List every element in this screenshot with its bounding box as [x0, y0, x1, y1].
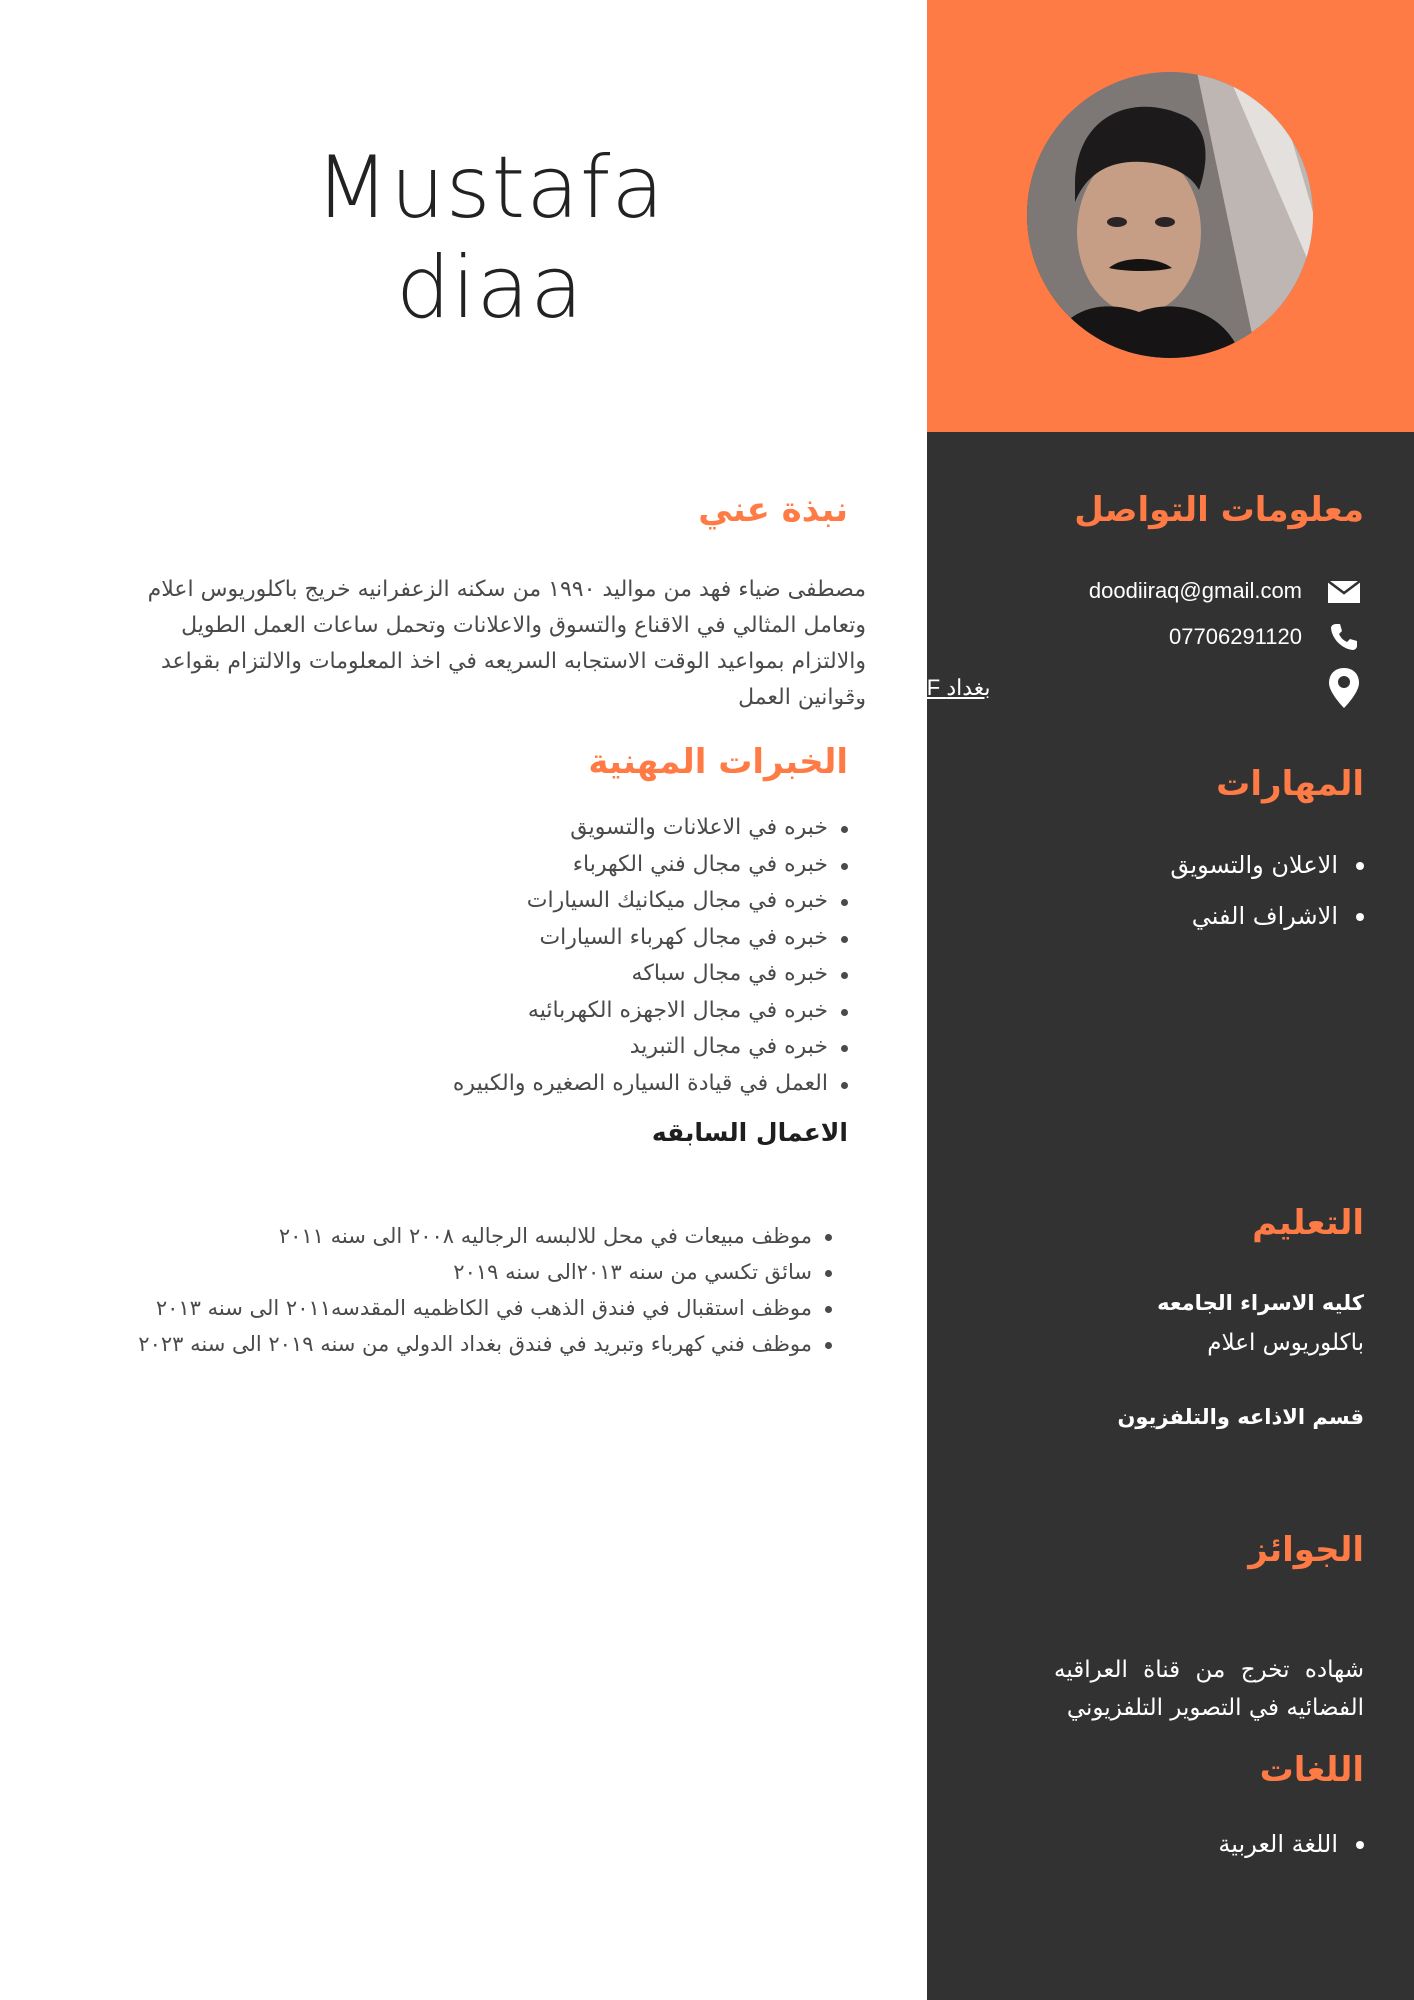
- education-college: كليه الاسراء الجامعه: [1157, 1291, 1364, 1315]
- candidate-name: Mustafa diaa: [315, 138, 665, 338]
- profile-photo: [1027, 72, 1313, 358]
- list-item: سائق تكسي من سنه ٢٠١٣الى سنه ٢٠١٩: [52, 1254, 832, 1290]
- education-department: قسم الاذاعه والتلفزيون: [1117, 1405, 1364, 1429]
- list-item: خبره في مجال التبريد: [248, 1029, 848, 1066]
- education-title: التعليم: [1252, 1203, 1364, 1243]
- languages-title: اللغات: [1259, 1750, 1364, 1790]
- awards-title: الجوائز: [1248, 1530, 1364, 1570]
- previous-work-title: الاعمال السابقه: [651, 1118, 848, 1147]
- about-title: نبذة عني: [698, 490, 848, 530]
- email-link[interactable]: doodiiraq@gmail.com: [1088, 578, 1302, 603]
- contact-email-row: [944, 571, 1364, 611]
- list-item: اللغة العربية: [1218, 1819, 1364, 1870]
- skills-title: المهارات: [1216, 764, 1364, 804]
- list-item: موظف مبيعات في محل للالبسه الرجاليه ٢٠٠٨ الى سنه ٢٠١١: [52, 1218, 832, 1254]
- awards-text: شهاده تخرج من قناة العراقيه الفضائيه في التصوير التلفزيوني: [1054, 1657, 1364, 1721]
- list-item: خبره في مجال سباكه: [248, 956, 848, 993]
- list-item: الاعلان والتسويق: [1170, 840, 1364, 891]
- phone-icon: [1324, 617, 1364, 657]
- location-pin-icon: [1324, 668, 1364, 708]
- about-text: مصطفى ضياء فهد من مواليد ١٩٩٠ من سكنه الزعفرانيه خريج باكلوريوس اعلام وتعامل المثالي في الاقناع والتسوق والاعلانات وتحمل ساعات العمل الطويل والالتزام بمواعيد الوقت الاستجابه السريعه في اخذ المعلومات والالتزام بقواعد وقوانين العمل: [147, 577, 866, 710]
- list-item: خبره في مجال الاجهزه الكهربائيه: [248, 993, 848, 1030]
- contact-phone-row: [944, 617, 1364, 657]
- experience-title: الخبرات المهنية: [588, 742, 848, 782]
- mail-icon: [1324, 571, 1364, 611]
- list-item: خبره في مجال فني الكهرباء: [248, 847, 848, 884]
- portrait-image: [1027, 72, 1313, 358]
- sidebar-header: [927, 0, 1414, 432]
- location-link[interactable]: 6FX7+G8F بغداد: [832, 675, 991, 700]
- list-item: خبره في مجال كهرباء السيارات: [248, 920, 848, 957]
- phone-number[interactable]: 07706291120: [1169, 624, 1302, 649]
- skills-list: [1170, 840, 1364, 942]
- contact-title: معلومات التواصل: [1074, 490, 1364, 530]
- list-item: خبره في مجال ميكانيك السيارات: [248, 883, 848, 920]
- experience-list: [248, 810, 848, 1102]
- list-item: خبره في الاعلانات والتسويق: [248, 810, 848, 847]
- list-item: موظف فني كهرباء وتبريد في فندق بغداد الدولي من سنه ٢٠١٩ الى سنه ٢٠٢٣: [52, 1326, 832, 1362]
- list-item: الاشراف الفني: [1170, 891, 1364, 942]
- list-item: موظف استقبال في فندق الذهب في الكاظميه المقدسه٢٠١١ الى سنه ٢٠١٣: [52, 1290, 832, 1326]
- list-item: العمل في قيادة السياره الصغيره والكبيره: [248, 1066, 848, 1103]
- previous-work-list: [52, 1218, 832, 1362]
- languages-list: [1218, 1819, 1364, 1870]
- education-degree: باكلوريوس اعلام: [1207, 1330, 1364, 1356]
- contact-location-row: [832, 668, 1364, 708]
